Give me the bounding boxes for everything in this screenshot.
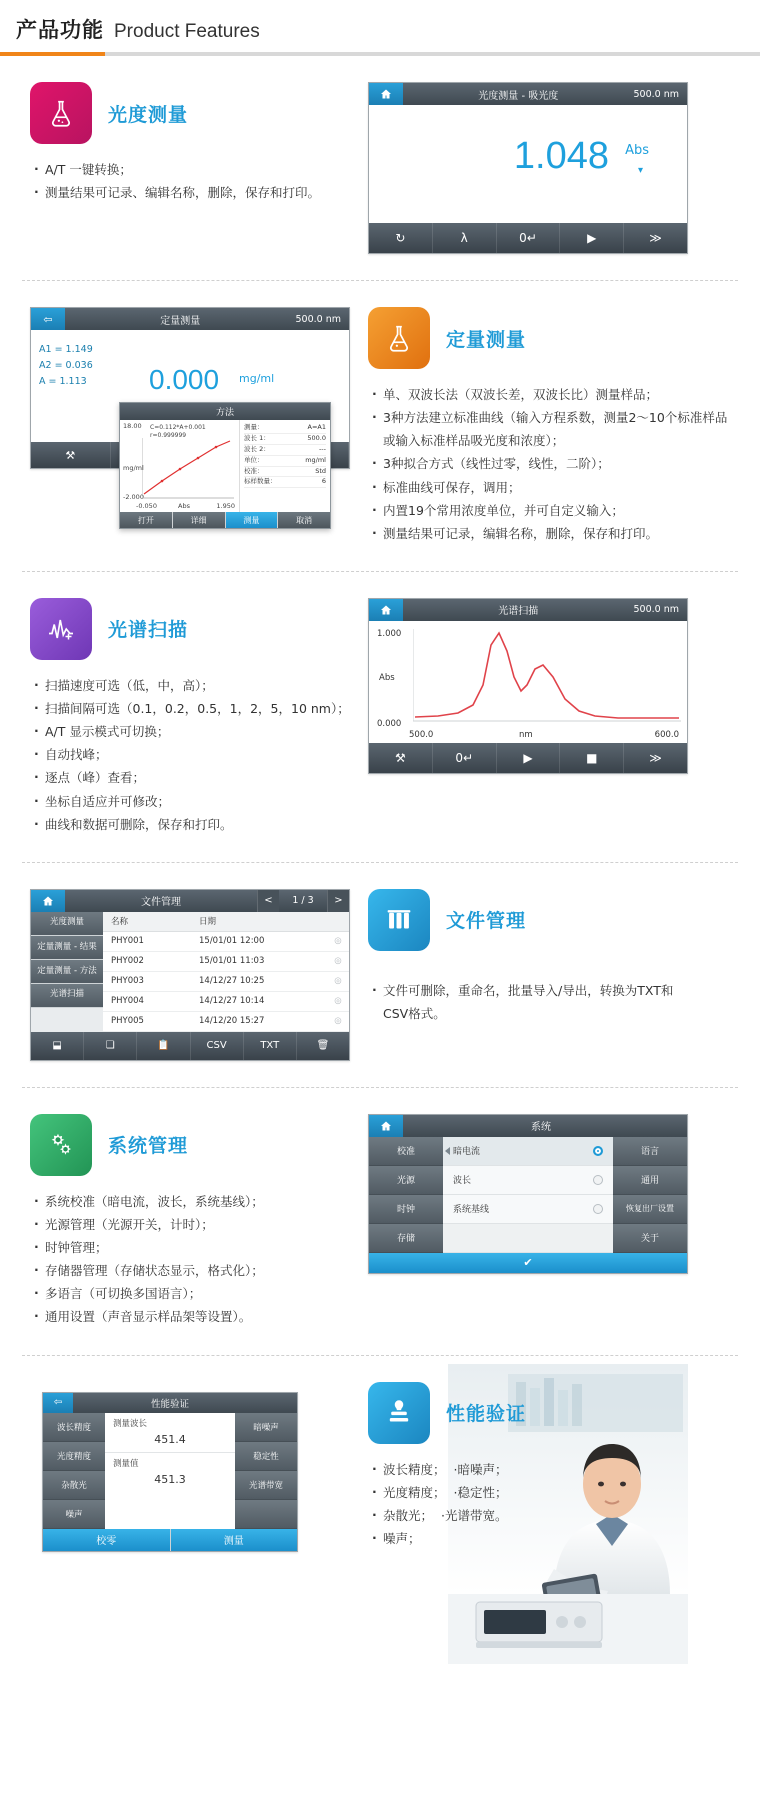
menu-dark-noise[interactable]: 暗噪声 [235, 1413, 297, 1442]
screen-titlebar [43, 1393, 297, 1413]
menu-bandwidth[interactable]: 光谱带宽 [235, 1471, 297, 1500]
flask-icon [30, 82, 92, 144]
page-title-cn: 产品功能 [16, 18, 104, 42]
section-row [30, 82, 730, 254]
section-row [30, 889, 730, 1061]
list-item: · 3种方法建立标准曲线（输入方程系数，测量2～10个标准样品或输入标准样品吸光度和浓度）； [372, 406, 730, 452]
tools-icon[interactable]: ⚒ [31, 442, 111, 468]
photometric-screen-column [368, 82, 688, 254]
list-item: · 光度精度； ·稳定性； [372, 1481, 688, 1504]
section-file-management [0, 863, 760, 1087]
screen-title: 系统 [531, 1122, 551, 1134]
verify-left-menu [43, 1413, 105, 1529]
selection-arrow-icon [445, 1147, 450, 1155]
method-dialog-buttons [120, 512, 330, 528]
table-row: 测量： A=A1 [244, 423, 326, 434]
stop-icon[interactable]: ■ [560, 743, 624, 773]
save-icon[interactable]: ⬓ [31, 1032, 84, 1060]
file-screen-column [30, 889, 350, 1061]
section-spectrum [0, 572, 760, 862]
list-item: · 光源管理（光源开关，计时）； [34, 1213, 350, 1236]
menu-empty [235, 1500, 297, 1529]
option-label: 波长 [453, 1176, 472, 1187]
refresh-icon[interactable]: ↻ [369, 223, 433, 253]
table-row[interactable] [103, 992, 349, 1012]
list-item: · 多语言（可切换多国语言）； [34, 1282, 350, 1305]
system-titlebar [30, 1114, 350, 1176]
system-bullets [34, 1190, 350, 1329]
spectrum-titlebar [30, 598, 350, 660]
spectrum-y-label: Abs [379, 672, 395, 683]
screen-title: 文件管理 [141, 897, 181, 909]
method-dialog-body [120, 420, 330, 512]
file-category-quant-method[interactable]: 定量测量 - 方法 [31, 960, 103, 984]
photometric-title: 光度测量 [108, 103, 189, 126]
menu-wavelength-accuracy[interactable]: 波长精度 [43, 1413, 105, 1442]
file-date: 14/12/20 15:27 [199, 1016, 265, 1027]
section-system [0, 1088, 760, 1355]
photometric-toolbar [369, 223, 687, 253]
page-indicator: 1 / 3 [292, 895, 314, 907]
chart-y-min: -2.000 [123, 493, 144, 501]
table-row: 校准： Std [244, 467, 326, 478]
verify-text-column [368, 1382, 688, 1552]
screen-wavelength: 500.0 nm [633, 88, 679, 100]
list-item: · 坐标自适应并可修改； [34, 790, 350, 813]
table-row: 单位： mg/ml [244, 456, 326, 467]
zero-icon[interactable]: 0↵ [497, 223, 561, 253]
checkbox-icon[interactable]: ◎ [334, 936, 342, 947]
screen-titlebar [31, 890, 349, 912]
list-item: · 内置19个常用浓度单位，并可自定义输入； [372, 499, 730, 522]
file-category-list [31, 912, 103, 1032]
list-item: · 逐点（峰）查看； [34, 766, 350, 789]
list-item: · 扫描间隔可选（0.1，0.2，0.5，1，2，5，10 nm）； [34, 697, 350, 720]
menu-stability[interactable]: 稳定性 [235, 1442, 297, 1471]
list-item: · 文件可删除，重命名，批量导入/导出，转换为TXT和CSV格式。 [372, 979, 688, 1025]
file-date: 15/01/01 11:03 [199, 956, 265, 967]
spectrum-x-label: nm [519, 729, 533, 740]
list-item: · 存储器管理（存储状态显示，格式化）； [34, 1259, 350, 1282]
chevron-down-icon[interactable]: ▾ [637, 165, 643, 176]
section-row [30, 598, 730, 836]
spectrum-x-min: 500.0 [409, 729, 434, 740]
play-icon[interactable]: ▶ [560, 223, 624, 253]
gears-icon [30, 1114, 92, 1176]
table-row[interactable] [103, 972, 349, 992]
table-row[interactable] [103, 952, 349, 972]
option-system-baseline[interactable] [443, 1195, 613, 1224]
file-date: 15/01/01 12:00 [199, 936, 265, 947]
file-name: PHY002 [111, 956, 144, 967]
verify-right-menu [235, 1413, 297, 1529]
system-menu-area [369, 1137, 687, 1253]
file-name: PHY004 [111, 996, 144, 1007]
calibration-curve-chart [120, 420, 240, 512]
menu-general[interactable]: 通用 [613, 1166, 687, 1195]
spectrum-curve [413, 625, 681, 729]
page-header [0, 0, 760, 44]
verify-screen-column [30, 1382, 350, 1552]
list-item: · 扫描速度可选（低，中，高）； [34, 674, 350, 697]
back-icon[interactable]: ⇦ [31, 308, 65, 330]
home-icon[interactable] [369, 83, 403, 105]
list-item: · 测量结果可记录、编辑名称，删除，保存和打印。 [34, 181, 350, 204]
file-title: 文件管理 [446, 910, 527, 933]
list-item: · A/T 一键转换； [34, 158, 350, 181]
menu-calibration[interactable]: 校准 [369, 1137, 443, 1166]
table-row: 波长 2： --- [244, 445, 326, 456]
header-titles [16, 14, 760, 44]
more-icon[interactable]: ≫ [649, 231, 662, 245]
system-title: 系统管理 [108, 1135, 189, 1158]
chart-x-min: -0.050 [136, 502, 157, 510]
screen-wavelength: 500.0 nm [295, 313, 341, 325]
stamp-icon [368, 1382, 430, 1444]
menu-lamp[interactable]: 光源 [369, 1166, 443, 1195]
checkbox-icon[interactable]: ◎ [334, 956, 342, 967]
section-verification [0, 1356, 760, 1562]
open-button[interactable]: 打开 [120, 512, 173, 528]
tools-icon[interactable]: ⚒ [369, 743, 433, 773]
play-icon[interactable]: ▶ [497, 743, 561, 773]
file-toolbar [31, 1032, 349, 1060]
more-icon[interactable]: ≫ [649, 750, 662, 765]
option-label: 暗电流 [453, 1147, 481, 1158]
photometric-device-screen [368, 82, 688, 254]
menu-noise[interactable]: 噪声 [43, 1500, 105, 1529]
quantitative-screen-column [30, 307, 350, 545]
cancel-button[interactable]: 取消 [278, 512, 330, 528]
file-name: PHY001 [111, 936, 144, 947]
concentration-value: 0.000 [149, 364, 220, 395]
method-parameter-table [240, 420, 330, 512]
chart-x-max: 1.950 [216, 502, 235, 510]
system-right-menu [613, 1137, 687, 1253]
section-row [30, 1382, 730, 1552]
chart-y-label: mg/ml [123, 464, 144, 472]
list-item: · 系统校准（暗电流，波长，系统基线）； [34, 1190, 350, 1213]
menu-stray-light[interactable]: 杂散光 [43, 1471, 105, 1500]
spectrum-bullets [34, 674, 350, 836]
verify-title: 性能验证 [446, 1403, 527, 1425]
measured-value-label: 测量值 [113, 1458, 139, 1469]
spectrum-y-max: 1.000 [377, 628, 402, 639]
checkbox-icon[interactable]: ◎ [334, 976, 342, 987]
column-header-name: 名称 [111, 917, 129, 928]
verify-main-area [43, 1413, 297, 1529]
file-date: 14/12/27 10:14 [199, 996, 265, 1007]
measured-value: 451.3 [154, 1472, 186, 1486]
list-item: · 噪声； [372, 1527, 688, 1550]
verify-toolbar [43, 1529, 297, 1551]
table-row[interactable] [103, 932, 349, 952]
file-date: 14/12/27 10:25 [199, 976, 265, 987]
next-page-button[interactable]: > [327, 890, 349, 912]
back-icon[interactable]: ⇦ [43, 1393, 73, 1413]
photometric-unit: Abs [625, 143, 649, 158]
menu-language[interactable]: 语言 [613, 1137, 687, 1166]
radio-icon[interactable] [593, 1204, 603, 1214]
system-screen-column [368, 1114, 688, 1329]
photometric-text-column [30, 82, 350, 254]
list-item: · 曲线和数据可删除，保存和打印。 [34, 813, 350, 836]
list-item: · 测量结果可记录，编辑名称，删除，保存和打印。 [372, 522, 730, 545]
chart-y-max: 18.00 [123, 422, 142, 430]
file-device-screen [30, 889, 350, 1061]
file-category-photometric[interactable]: 光度测量 [31, 912, 103, 936]
table-row: 波长 1： 500.0 [244, 434, 326, 445]
section-row [30, 1114, 730, 1329]
list-item: · 单、双波长法（双波长差，双波长比）测量样品； [372, 383, 730, 406]
spectrum-x-max: 600.0 [654, 729, 679, 740]
measure-button[interactable]: 测量 [226, 512, 279, 528]
detail-button[interactable]: 详细 [173, 512, 226, 528]
list-item: · 3种拟合方式（线性过零，线性，二阶）； [372, 452, 730, 475]
csv-export-icon[interactable]: CSV [191, 1032, 244, 1060]
chart-x-label: Abs [178, 502, 190, 510]
home-icon[interactable] [31, 890, 65, 912]
system-text-column [30, 1114, 350, 1329]
method-dialog [119, 402, 331, 529]
absorbance-readings [39, 342, 93, 390]
page-title-en: Product Features [114, 21, 260, 42]
screen-wavelength: 500.0 nm [633, 604, 679, 616]
menu-photometric-accuracy[interactable]: 光度精度 [43, 1442, 105, 1471]
table-header [103, 912, 349, 932]
list-item: · A/T 显示模式可切换； [34, 720, 350, 743]
measure-button[interactable]: 测量 [171, 1529, 298, 1551]
waveform-icon [30, 598, 92, 660]
photometric-bullets [34, 158, 350, 204]
menu-factory-reset[interactable]: 恢复出厂设置 [613, 1195, 687, 1224]
file-name: PHY005 [111, 1016, 144, 1027]
list-item: · 波长精度； ·暗噪声； [372, 1458, 688, 1481]
file-category-spectrum[interactable]: 光谱扫描 [31, 984, 103, 1008]
file-category-quant-result[interactable]: 定量测量 - 结果 [31, 936, 103, 960]
file-main-area [31, 912, 349, 1032]
quantitative-readout-area [31, 330, 349, 525]
file-name: PHY003 [111, 976, 144, 987]
photometric-titlebar [30, 82, 350, 144]
table-row[interactable] [103, 1012, 349, 1032]
spectrum-text-column [30, 598, 350, 836]
a2-value: A2 = 0.036 [39, 360, 93, 372]
section-photometric [0, 56, 760, 280]
pagination [257, 890, 349, 912]
photometric-value: 1.048 [513, 135, 609, 177]
concentration-unit: mg/ml [239, 372, 275, 385]
zero-button[interactable]: 校零 [43, 1529, 171, 1551]
txt-export-icon[interactable]: TXT [244, 1032, 297, 1060]
system-device-screen [368, 1114, 688, 1274]
screen-title: 性能验证 [150, 1398, 189, 1410]
screen-title: 定量测量 [160, 315, 201, 327]
checkbox-icon[interactable]: ◎ [334, 1016, 342, 1027]
measured-wavelength-value: 451.4 [154, 1432, 186, 1446]
spectrum-toolbar [369, 743, 687, 773]
section-row [30, 307, 730, 545]
option-dark-current[interactable] [443, 1137, 613, 1166]
menu-clock[interactable]: 时钟 [369, 1195, 443, 1224]
screen-title: 光度测量 - 吸光度 [478, 90, 559, 102]
spectrum-device-screen [368, 598, 688, 774]
list-item: · 通用设置（声音显示样品架等设置）。 [34, 1305, 350, 1328]
wavelength-icon[interactable]: λ [433, 223, 497, 253]
quantitative-text-column [368, 307, 730, 545]
rename-icon[interactable]: 📋 [137, 1032, 190, 1060]
screen-titlebar [31, 308, 349, 330]
screen-titlebar [369, 599, 687, 621]
measured-wavelength-label: 测量波长 [113, 1418, 148, 1429]
zero-icon[interactable]: 0↵ [433, 743, 497, 773]
chart-equation: C=0.112*A+0.001 r=0.999999 [150, 424, 206, 440]
option-empty [443, 1224, 613, 1253]
radio-icon[interactable] [593, 1175, 603, 1185]
verify-device-screen [42, 1392, 298, 1552]
delete-icon[interactable]: 🗑 [316, 1040, 330, 1052]
a-value: A = 1.113 [39, 376, 87, 388]
quantitative-titlebar [368, 307, 730, 369]
option-wavelength[interactable] [443, 1166, 613, 1195]
method-dialog-title: 方法 [120, 403, 330, 420]
list-item: · 时钟管理； [34, 1236, 350, 1259]
quantitative-bullets [372, 383, 730, 545]
file-titlebar [368, 889, 688, 951]
quantitative-device-screen [30, 307, 350, 525]
radio-selected-icon[interactable] [593, 1146, 603, 1156]
prev-page-button[interactable]: < [257, 890, 279, 912]
verify-bullets [372, 1458, 688, 1551]
file-table [103, 912, 349, 1032]
column-header-date: 日期 [199, 917, 217, 928]
quantitative-title: 定量测量 [446, 328, 527, 351]
usb-icon[interactable]: ❏ [84, 1032, 137, 1060]
spectrum-plot-area [369, 621, 687, 743]
screen-titlebar [369, 1115, 687, 1137]
confirm-button[interactable]: ✔ [369, 1253, 687, 1273]
list-item: · 标准曲线可保存，调用； [372, 476, 730, 499]
verify-titlebar [368, 1382, 688, 1444]
spectrum-y-min: 0.000 [377, 718, 402, 729]
checkbox-icon[interactable]: ◎ [334, 996, 342, 1007]
curve-plot [142, 438, 234, 500]
menu-about[interactable]: 关于 [613, 1224, 687, 1253]
screen-titlebar [369, 83, 687, 105]
home-icon[interactable] [369, 599, 403, 621]
section-quantitative [0, 281, 760, 571]
home-icon[interactable] [369, 1115, 403, 1137]
verify-readout [105, 1413, 235, 1529]
list-item: · 杂散光； ·光谱带宽。 [372, 1504, 688, 1527]
option-label: 系统基线 [453, 1205, 490, 1216]
file-text-column [368, 889, 688, 1061]
screen-title: 光谱扫描 [498, 606, 539, 618]
a1-value: A1 = 1.149 [39, 344, 93, 355]
menu-storage[interactable]: 存储 [369, 1224, 443, 1253]
spectrum-title: 光谱扫描 [108, 619, 189, 642]
system-center-options [443, 1137, 613, 1253]
list-item: · 自动找峰； [34, 743, 350, 766]
flask-icon [368, 307, 430, 369]
photometric-readout-area [369, 105, 687, 223]
file-bullets [372, 979, 688, 1025]
table-row: 标样数量： 6 [244, 477, 326, 488]
system-left-menu [369, 1137, 443, 1253]
files-icon [368, 889, 430, 951]
spectrum-screen-column [368, 598, 688, 836]
